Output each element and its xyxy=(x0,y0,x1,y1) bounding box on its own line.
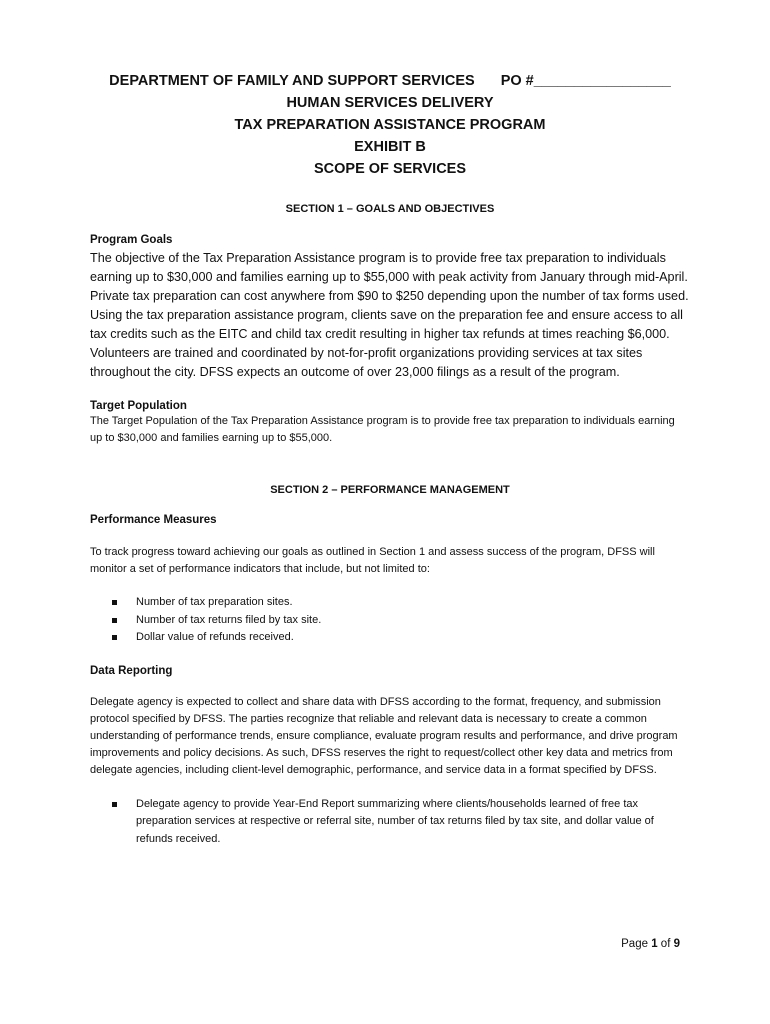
program-goals-text: The objective of the Tax Preparation Assistance program is to provide free tax preparation to individuals earning up to $30,000 and families earning up to $55,000 with peak activity from January through mid-April. Private tax preparation can cost anywhere from $90 to $250 depending upon the number of tax forms used. Using the tax preparation assistance program, clients save on the preparation fee and ensure access to all tax credits such as the EITC and child tax credit resulting in higher tax refunds at times reaching $6,000. Volunteers are trained and coordinated by not-for-profit organizations providing services at tax sites throughout the city. DFSS expects an outcome of over 23,000 filings as a result of the program. xyxy=(90,251,689,379)
list-item: Dollar value of refunds received. xyxy=(112,629,690,647)
section-2-title: SECTION 2 – PERFORMANCE MANAGEMENT xyxy=(270,484,510,496)
target-population-text: The Target Population of the Tax Preparation Assistance program is to provide free tax preparation to individuals earning up to $30,000 and families earning up to $55,000. xyxy=(90,415,675,444)
data-reporting-list xyxy=(90,796,690,849)
bullet-icon xyxy=(112,802,117,807)
list-item: Delegate agency to provide Year-End Report summarizing where clients/households learned of free tax preparation services at respective or referral site, number of tax returns filed by tax site, and dollar value of refunds received. xyxy=(112,796,680,849)
header-line-4: EXHIBIT B xyxy=(354,139,426,155)
bullet-icon xyxy=(112,600,117,605)
po-number-field: PO #_________________ xyxy=(500,73,671,89)
performance-measures-heading: Performance Measures xyxy=(90,514,217,526)
header-line-5: SCOPE OF SERVICES xyxy=(313,161,467,177)
document-header xyxy=(90,70,690,180)
list-item: Number of tax preparation sites. xyxy=(112,594,690,612)
data-reporting-text: Delegate agency is expected to collect and share data with DFSS according to the format, frequency, and submission protocol specified by DFSS. The parties recognize that reliable and relevant data is necessary to create a common understanding of performance trends, ensure compliance, evaluate program results and performance, and drive program improvements and policy decisions. As such, DFSS reserves the right to request/collect other key data and metrics from delegate agencies, including client-level demographic, performance, and service data in a format specified by DFSS. xyxy=(90,695,678,776)
bullet-icon xyxy=(112,618,117,623)
performance-measures-intro: To track progress toward achieving our goals as outlined in Section 1 and assess success of the program, DFSS will monitor a set of performance indicators that include, but not limited to: xyxy=(90,546,655,575)
list-item: Number of tax returns filed by tax site. xyxy=(112,612,690,630)
department-name: DEPARTMENT OF FAMILY AND SUPPORT SERVICES xyxy=(109,73,475,89)
header-line-2: HUMAN SERVICES DELIVERY xyxy=(286,95,494,111)
section-1-title: SECTION 1 – GOALS AND OBJECTIVES xyxy=(285,203,495,215)
program-goals-heading: Program Goals xyxy=(90,234,173,246)
page-number-footer: Page 1 of 9 xyxy=(621,938,680,950)
header-line-1 xyxy=(90,70,690,92)
document-page xyxy=(90,70,690,848)
bullet-icon xyxy=(112,635,117,640)
performance-measures-list xyxy=(90,594,690,647)
target-population-heading: Target Population xyxy=(90,400,187,412)
header-line-3: TAX PREPARATION ASSISTANCE PROGRAM xyxy=(234,117,546,133)
data-reporting-heading: Data Reporting xyxy=(90,664,173,677)
